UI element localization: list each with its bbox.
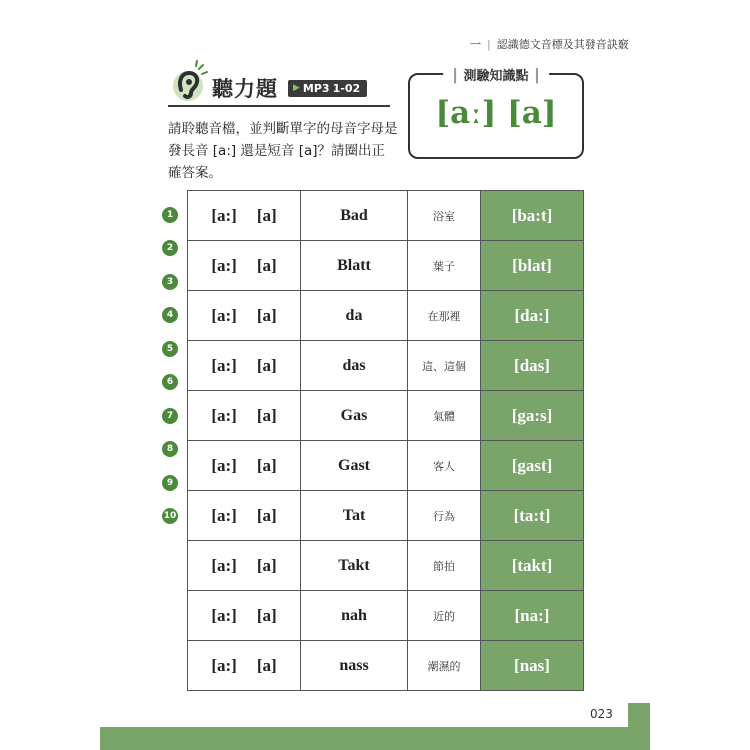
running-head-text: 認識德文音標及其發音訣竅 xyxy=(496,38,629,51)
instructions: 請聆聽音檔，並判斷單字的母音字母是發長音 [a:] 還是短音 [a]？請圈出正確答案。 xyxy=(168,121,398,181)
word-cell: da xyxy=(301,291,408,341)
meaning-cell: 葉子 xyxy=(408,241,481,291)
choice-short[interactable]: [a] xyxy=(256,455,277,475)
choice-long[interactable]: [a:] xyxy=(211,405,237,425)
choice-short[interactable]: [a] xyxy=(256,255,277,275)
choice-short[interactable]: [a] xyxy=(256,655,277,675)
choice-short[interactable]: [a] xyxy=(256,205,277,225)
choice-cell xyxy=(188,191,301,241)
choice-cell xyxy=(188,291,301,341)
table-row xyxy=(188,541,584,591)
word-cell: Takt xyxy=(301,541,408,591)
test-box-phonetic: [aː] [a] xyxy=(435,95,557,131)
running-head-dash: 一 xyxy=(470,38,481,51)
meaning-cell: 行為 xyxy=(408,491,481,541)
exercise-table xyxy=(187,190,584,691)
word-cell: Gas xyxy=(301,391,408,441)
choice-long[interactable]: [a:] xyxy=(211,305,237,325)
choice-long[interactable]: [a:] xyxy=(211,355,237,375)
row-number-10: 10 xyxy=(162,508,178,524)
word-cell: das xyxy=(301,341,408,391)
table-row xyxy=(188,441,584,491)
answer-cell: [gast] xyxy=(481,441,584,491)
running-head-bar: | xyxy=(487,37,491,51)
choice-cell xyxy=(188,391,301,441)
section-title: 聽力題 xyxy=(212,77,278,101)
table-row xyxy=(188,291,584,341)
meaning-cell: 這、這個 xyxy=(408,341,481,391)
answer-cell: [nas] xyxy=(481,641,584,691)
row-number-9: 9 xyxy=(162,475,178,491)
footer-bar xyxy=(100,727,650,750)
mp3-label: MP3 xyxy=(302,81,330,95)
choice-cell xyxy=(188,591,301,641)
choice-cell xyxy=(188,541,301,591)
choice-cell xyxy=(188,341,301,391)
choice-cell xyxy=(188,641,301,691)
row-number-4: 4 xyxy=(162,307,178,323)
meaning-cell: 氣體 xyxy=(408,391,481,441)
choice-cell xyxy=(188,241,301,291)
word-cell: nah xyxy=(301,591,408,641)
meaning-cell: 近的 xyxy=(408,591,481,641)
choice-short[interactable]: [a] xyxy=(256,605,277,625)
answer-cell: [na:] xyxy=(481,591,584,641)
answer-cell: [ba:t] xyxy=(481,191,584,241)
choice-long[interactable]: [a:] xyxy=(211,555,237,575)
mp3-tag xyxy=(288,80,367,97)
page-number: 023 xyxy=(590,707,613,721)
table-row xyxy=(188,391,584,441)
meaning-cell: 客人 xyxy=(408,441,481,491)
row-number-1: 1 xyxy=(162,207,178,223)
number-column xyxy=(162,190,178,542)
answer-cell: [das] xyxy=(481,341,584,391)
row-number-5: 5 xyxy=(162,341,178,357)
choice-cell xyxy=(188,441,301,491)
test-box-title-text: 測驗知識點 xyxy=(463,69,529,84)
choice-long[interactable]: [a:] xyxy=(211,505,237,525)
row-number-7: 7 xyxy=(162,408,178,424)
table-row xyxy=(188,641,584,691)
table-row xyxy=(188,341,584,391)
choice-short[interactable]: [a] xyxy=(256,355,277,375)
title-underline xyxy=(168,105,390,107)
choice-long[interactable]: [a:] xyxy=(211,655,237,675)
test-box xyxy=(408,69,584,159)
choice-long[interactable]: [a:] xyxy=(211,255,237,275)
answer-cell: [da:] xyxy=(481,291,584,341)
choice-long[interactable]: [a:] xyxy=(211,205,237,225)
row-number-3: 3 xyxy=(162,274,178,290)
table-row xyxy=(188,591,584,641)
choice-short[interactable]: [a] xyxy=(256,405,277,425)
choice-cell xyxy=(188,491,301,541)
table-row xyxy=(188,191,584,241)
choice-long[interactable]: [a:] xyxy=(211,455,237,475)
table-row xyxy=(188,491,584,541)
test-box-title-close-mark: ┃ xyxy=(533,69,541,84)
word-cell: Blatt xyxy=(301,241,408,291)
row-number-8: 8 xyxy=(162,441,178,457)
row-number-2: 2 xyxy=(162,240,178,256)
section-header xyxy=(212,73,367,103)
play-icon: ▶ xyxy=(293,83,300,93)
test-box-title xyxy=(443,65,549,84)
choice-short[interactable]: [a] xyxy=(256,505,277,525)
word-cell: Gast xyxy=(301,441,408,491)
meaning-cell: 潮濕的 xyxy=(408,641,481,691)
answer-cell: [ta:t] xyxy=(481,491,584,541)
choice-short[interactable]: [a] xyxy=(256,555,277,575)
answer-cell: [takt] xyxy=(481,541,584,591)
choice-short[interactable]: [a] xyxy=(256,305,277,325)
word-cell: nass xyxy=(301,641,408,691)
mp3-track: 1-02 xyxy=(332,81,361,95)
word-cell: Tat xyxy=(301,491,408,541)
table-row xyxy=(188,241,584,291)
row-number-6: 6 xyxy=(162,374,178,390)
answer-cell: [ga:s] xyxy=(481,391,584,441)
ear-icon xyxy=(168,60,212,104)
answer-cell: [blat] xyxy=(481,241,584,291)
meaning-cell: 浴室 xyxy=(408,191,481,241)
running-head xyxy=(470,36,629,52)
test-box-title-open-mark: ┃ xyxy=(451,69,459,84)
meaning-cell: 在那裡 xyxy=(408,291,481,341)
word-cell: Bad xyxy=(301,191,408,241)
choice-long[interactable]: [a:] xyxy=(211,605,237,625)
meaning-cell: 節拍 xyxy=(408,541,481,591)
